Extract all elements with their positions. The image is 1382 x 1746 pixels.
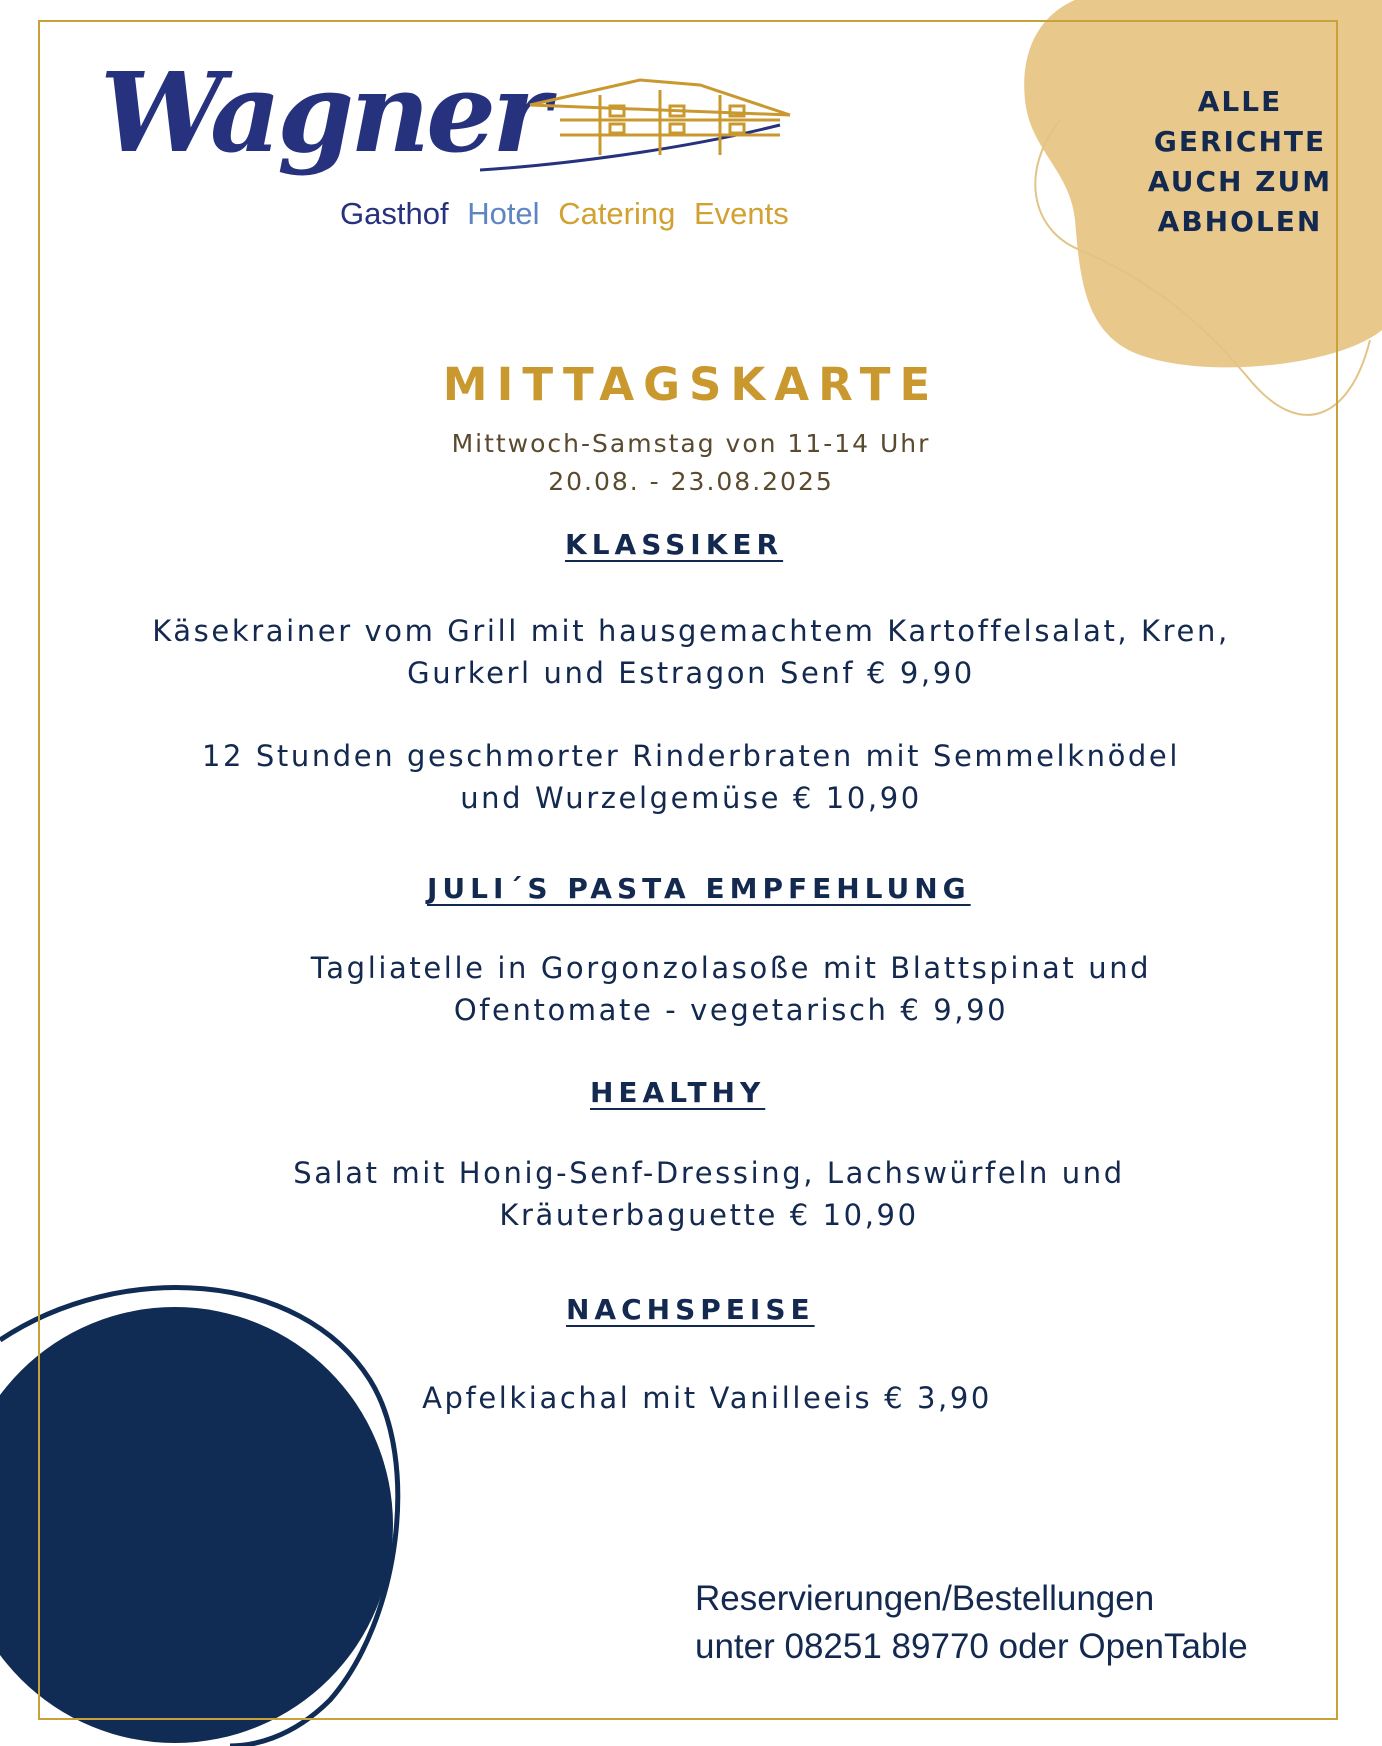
- section-heading-klassiker: KLASSIKER: [565, 528, 784, 561]
- badge-line: GERICHTE: [1153, 125, 1327, 158]
- tagline-catering: Catering: [558, 196, 676, 231]
- contact-line: Reservierungen/Bestellungen: [695, 1579, 1155, 1618]
- house-illustration-icon: [480, 70, 800, 180]
- dish-line: Tagliatelle in Gorgonzolasoße mit Blattspinat und: [310, 951, 1152, 985]
- dish-line: Gurkerl und Estragon Senf € 9,90: [407, 656, 975, 690]
- badge-line: ALLE: [1197, 85, 1283, 118]
- dish-rinderbraten: [0, 735, 1382, 819]
- menu-title: MITTAGSKARTE: [442, 358, 940, 411]
- dish-line: Apfelkiachal mit Vanilleeis € 3,90: [422, 1381, 992, 1415]
- dish-apfelkiachal: [16, 1377, 1382, 1419]
- logo-tagline: [340, 196, 799, 232]
- dish-line: Ofentomate - vegetarisch € 9,90: [453, 993, 1009, 1027]
- dish-line: 12 Stunden geschmorter Rinderbraten mit Semmelknödel: [201, 739, 1181, 773]
- tagline-events: Events: [694, 196, 789, 231]
- takeaway-badge: [1140, 82, 1340, 242]
- date-range: 20.08. - 23.08.2025: [548, 467, 834, 496]
- logo-wordmark: Wagner: [100, 48, 547, 177]
- navy-circle-shape: [0, 1307, 393, 1743]
- section-heading-nachspeise: NACHSPEISE: [566, 1293, 815, 1326]
- dish-line: Salat mit Honig-Senf-Dressing, Lachswürfeln und: [293, 1156, 1125, 1190]
- menu-subtitle: [0, 425, 1382, 501]
- dish-tagliatelle: [40, 947, 1382, 1031]
- section-heading-healthy: HEALTHY: [590, 1076, 766, 1109]
- dish-line: und Wurzelgemüse € 10,90: [460, 781, 922, 815]
- dish-line: Käsekrainer vom Grill mit hausgemachtem Kartoffelsalat, Kren,: [152, 614, 1230, 648]
- dish-salat: [18, 1152, 1382, 1236]
- tagline-hotel: Hotel: [467, 196, 540, 231]
- dish-kaesekrainer: [0, 610, 1382, 694]
- tagline-gasthof: Gasthof: [340, 196, 449, 231]
- dish-line: Kräuterbaguette € 10,90: [499, 1198, 919, 1232]
- badge-line: AUCH ZUM: [1147, 165, 1333, 198]
- badge-line: ABHOLEN: [1157, 205, 1323, 238]
- section-heading-pasta: JULI´S PASTA EMPFEHLUNG: [427, 872, 971, 905]
- opening-hours: Mittwoch-Samstag von 11-14 Uhr: [451, 429, 931, 458]
- reservation-info: [695, 1575, 1248, 1671]
- wagner-logo: [100, 48, 789, 248]
- contact-line: unter 08251 89770 oder OpenTable: [695, 1627, 1248, 1666]
